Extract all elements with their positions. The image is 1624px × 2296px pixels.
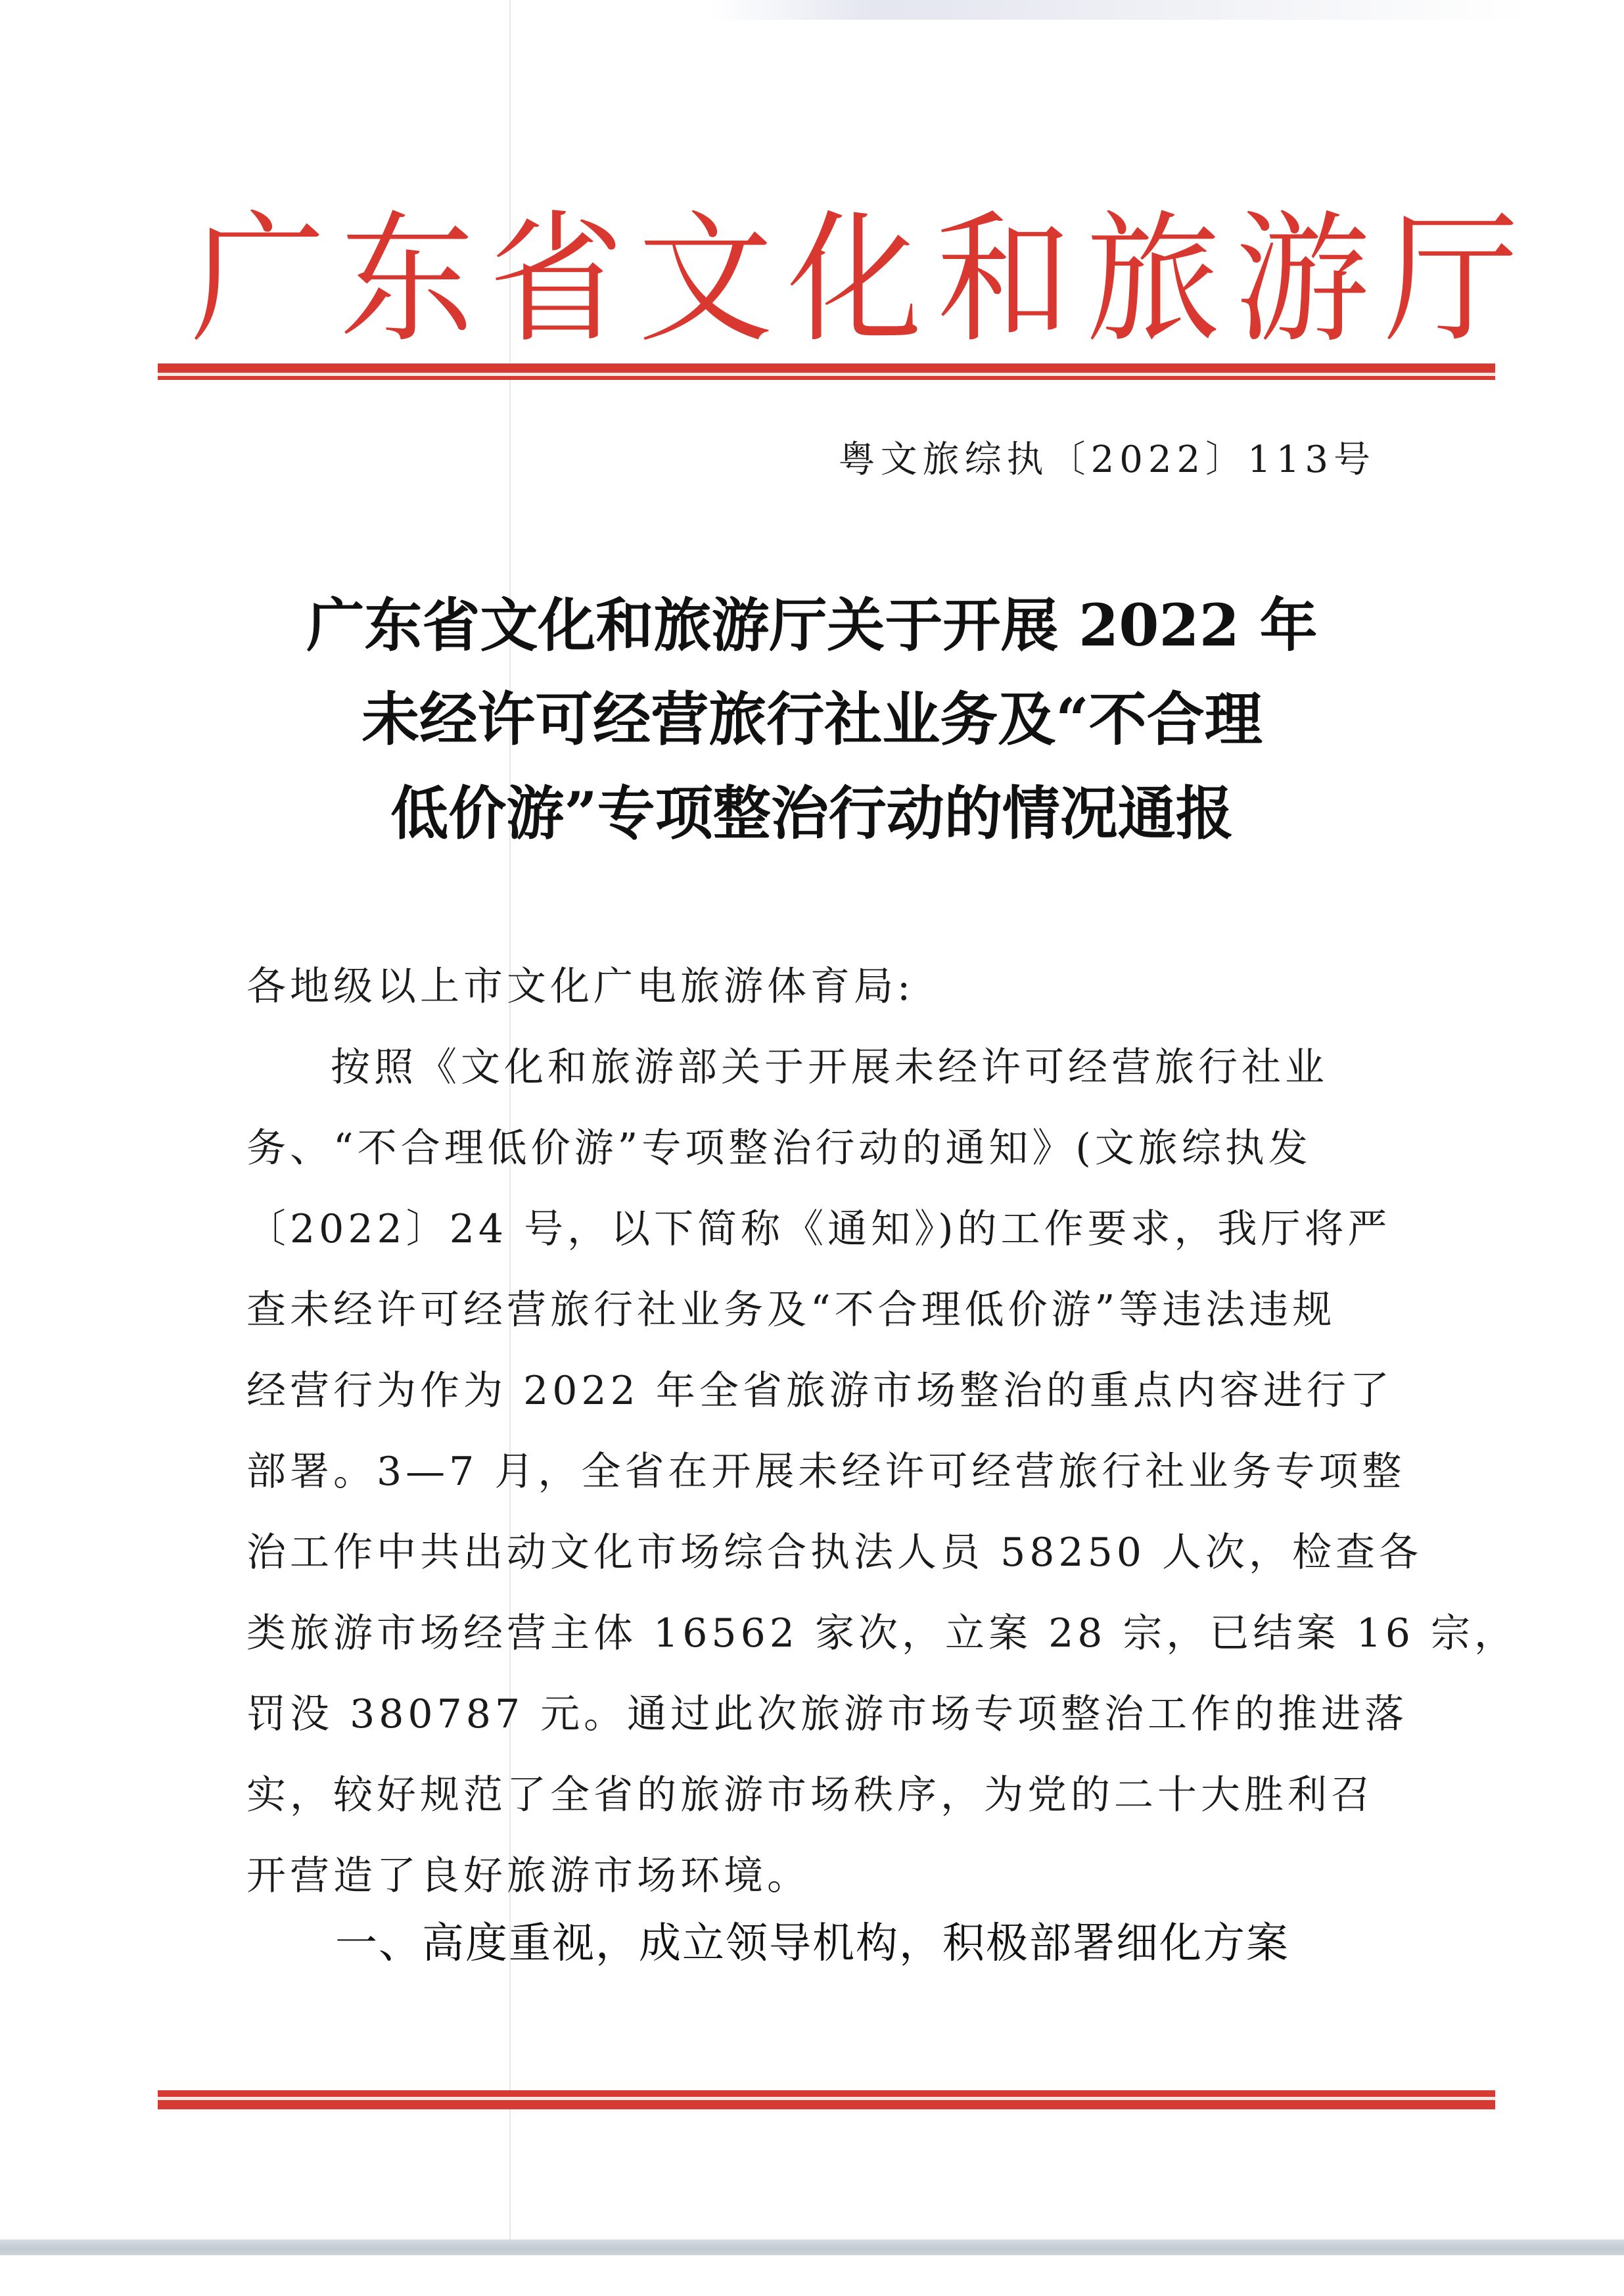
body-line: 类旅游市场经营主体 16562 家次，立案 28 宗，已结案 16 宗， [246, 1610, 1518, 1656]
body-line: 按照《文化和旅游部关于开展未经许可经营旅行社业 [331, 1044, 1328, 1090]
scan-smudge [710, 0, 1531, 20]
body-line: 查未经许可经营旅行社业务及“不合理低价游”等违法违规 [246, 1287, 1336, 1333]
letterhead-org-name: 广东省文化和旅游厅 [191, 198, 1533, 362]
body-line: 务、“不合理低价游”专项整治行动的通知》(文旅综执发 [246, 1125, 1312, 1171]
body-line: 〔2022〕24 号，以下简称《通知》)的工作要求，我厅将严 [246, 1206, 1391, 1252]
scan-edge-band [0, 2239, 1624, 2255]
body-line: 部署。3—7 月，全省在开展未经许可经营旅行社业务专项整 [246, 1449, 1406, 1495]
body-line: 罚没 380787 元。通过此次旅游市场专项整治工作的推进落 [246, 1691, 1408, 1737]
title-line-2: 未经许可经营旅行社业务及“不合理 [361, 685, 1263, 753]
body-line: 实，较好规范了全省的旅游市场秩序，为党的二十大胜利召 [246, 1772, 1374, 1818]
addressee: 各地级以上市文化广电旅游体育局: [246, 964, 915, 1010]
document-number: 粤文旅综执〔2022〕113号 [838, 438, 1376, 481]
body-line: 开营造了良好旅游市场环境。 [246, 1853, 810, 1899]
body-line: 经营行为作为 2022 年全省旅游市场整治的重点内容进行了 [246, 1368, 1393, 1414]
footer-double-rule [158, 2090, 1495, 2109]
title-line-3: 低价游”专项整治行动的情况通报 [390, 779, 1234, 847]
document-body [246, 947, 1518, 1917]
document-title [0, 578, 1624, 860]
body-line: 治工作中共出动文化市场综合执法人员 58250 人次，检查各 [246, 1530, 1423, 1576]
letterhead-double-rule [158, 363, 1495, 380]
section-heading-1: 一、高度重视，成立领导机构，积极部署细化方案 [335, 1919, 1289, 1968]
title-line-1: 广东省文化和旅游厅关于开展 2022 年 [306, 591, 1318, 659]
